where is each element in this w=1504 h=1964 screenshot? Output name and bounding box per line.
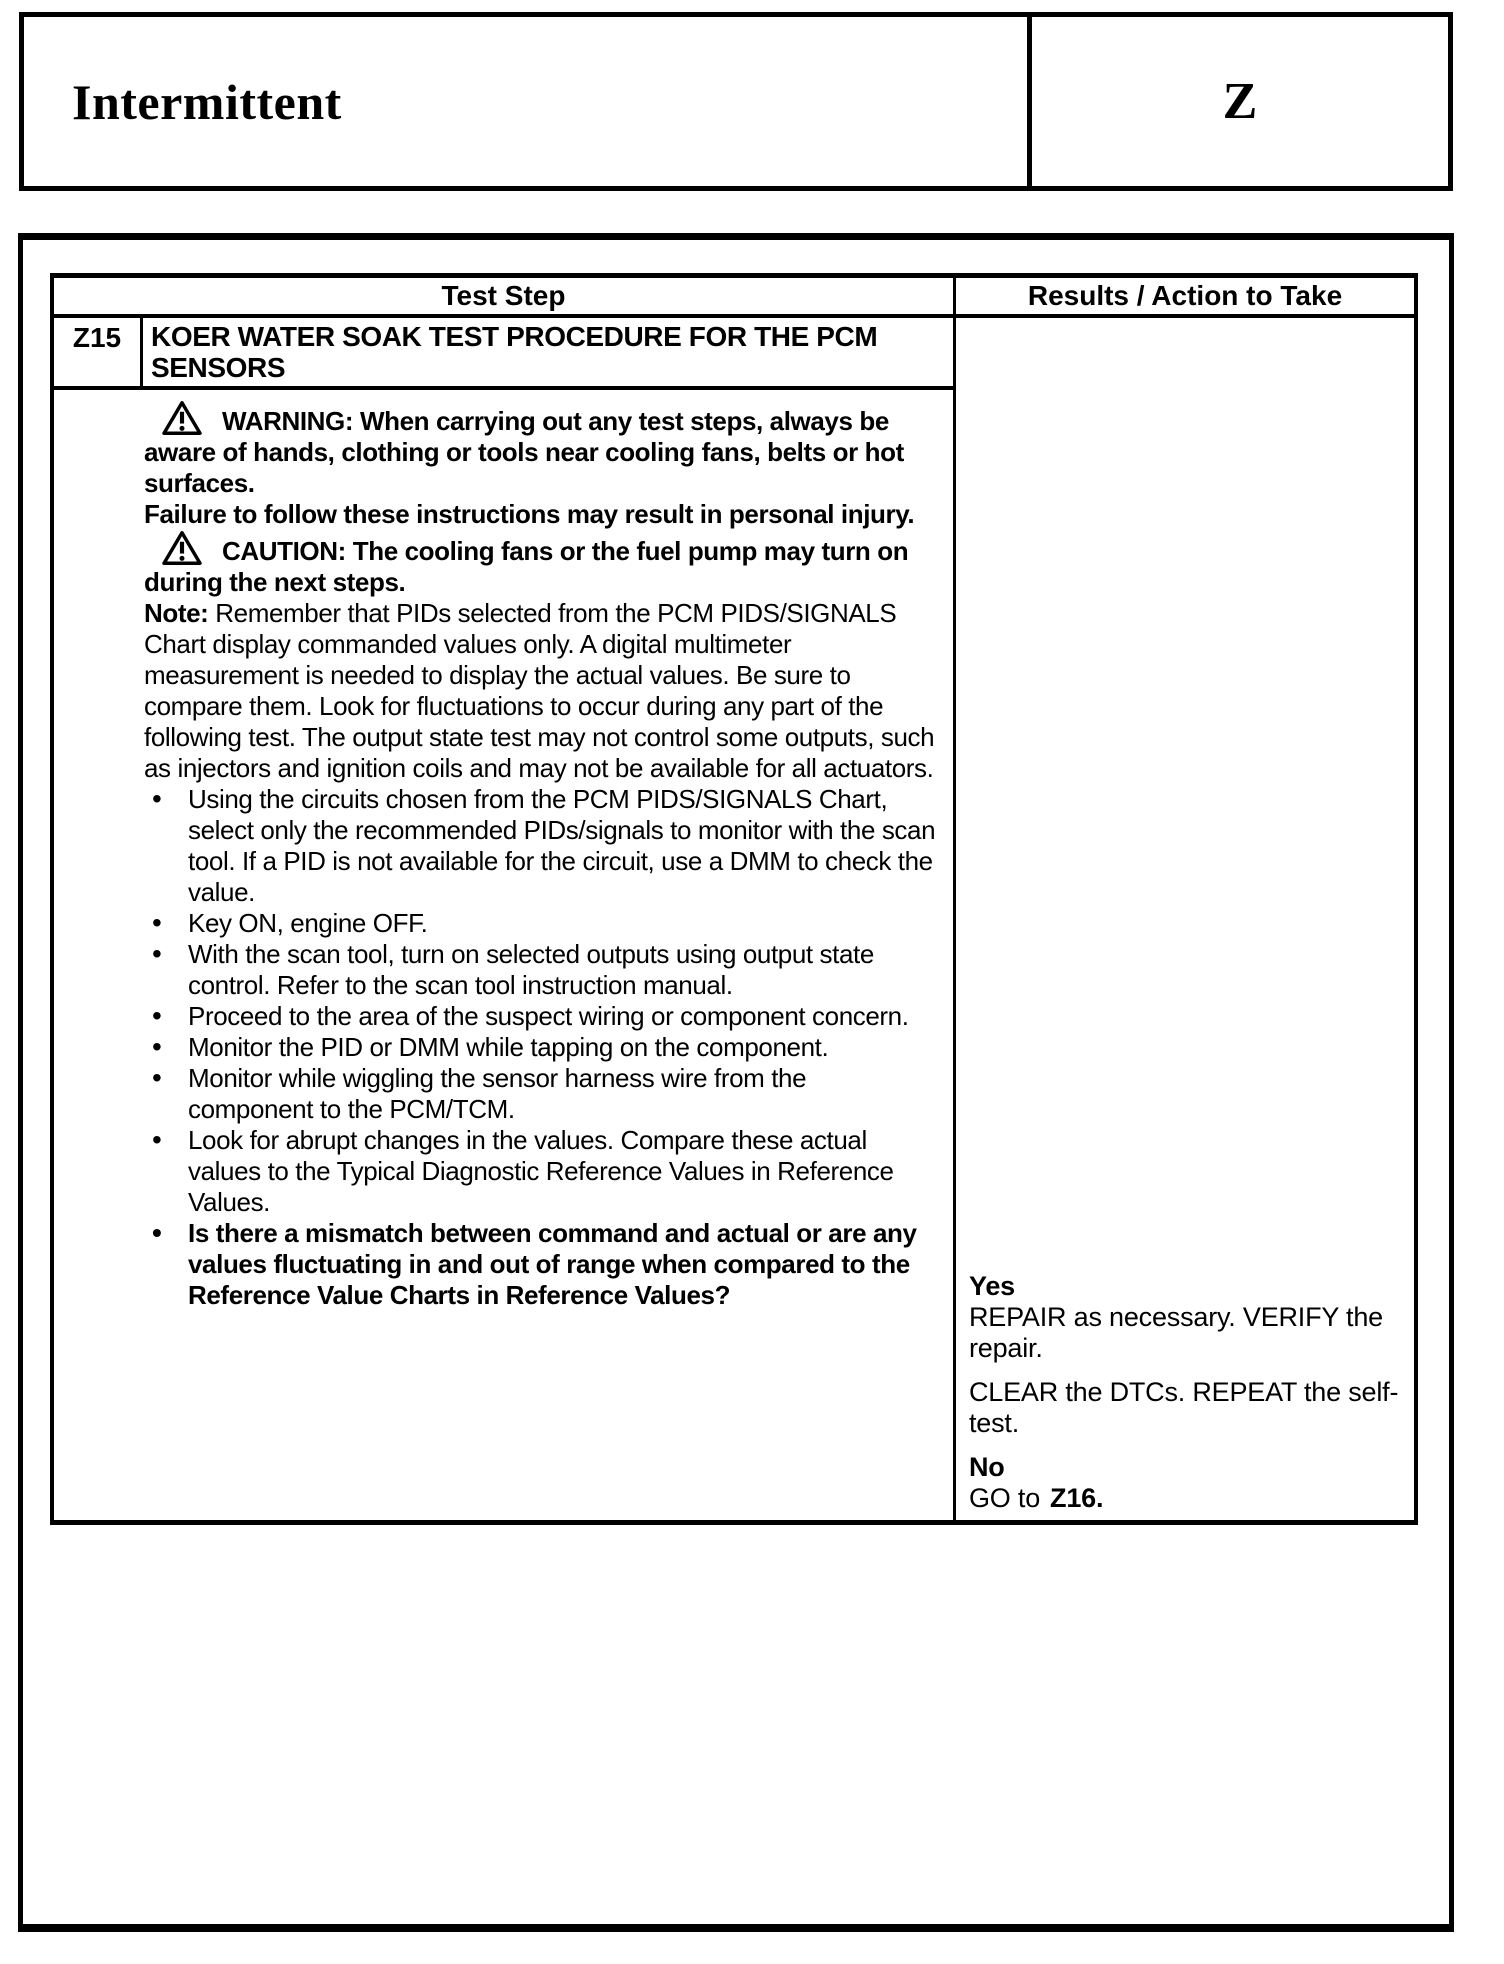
step-question: • Is there a mismatch between command and actual or are any values fluctuating in and out of range when compared to the Reference Value Charts in Reference Values? [144, 1218, 937, 1311]
note-text: Remember that PIDs selected from the PCM PIDS/SIGNALS Chart display commanded values only. A digital multimeter measurement is needed to display the actual values. Be sure to compare them. Look for fluctuations to occur during any part of the following test. The output state test may not control some outputs, such as injectors and ignition coils and may not be available for all actuators. [144, 598, 935, 783]
section-letter: Z [1222, 73, 1258, 130]
page-header [19, 12, 1453, 191]
procedure-step-item: • Using the circuits chosen from the PCM PIDS/SIGNALS Chart, select only the recommended PIDs/signals to monitor with the scan tool. If a PID is not available for the circuit, use a DMM to check the value. [144, 784, 937, 908]
step-title-row [54, 318, 953, 390]
procedure-steps-list [144, 784, 937, 1311]
step-title: KOER WATER SOAK TEST PROCEDURE FOR THE PCM SENSORS [140, 318, 953, 386]
yes-action-2: CLEAR the DTCs. REPEAT the self-test. [969, 1377, 1399, 1438]
caution-text: The cooling fans or the fuel pump may turn on during the next steps. [144, 536, 909, 597]
column-header-test-step: Test Step [441, 280, 566, 311]
procedure-step-item: • Key ON, engine OFF. [144, 908, 937, 939]
warning-paragraph [144, 400, 937, 499]
results-column [953, 318, 1414, 1520]
no-label: No [969, 1452, 1005, 1482]
page-title: Intermittent [72, 73, 342, 130]
caution-label: CAUTION: [222, 536, 346, 566]
table-header-row [54, 278, 1414, 318]
procedure-step-item: • With the scan tool, turn on selected outputs using output state control. Refer to the scan tool instruction manual. [144, 939, 937, 1001]
warning-label: WARNING: [222, 406, 354, 436]
warning-triangle-icon [160, 400, 204, 436]
step-instructions [54, 390, 953, 1520]
step-id: Z15 [72, 322, 122, 353]
no-action [969, 1483, 1406, 1514]
page-header-left-cell [24, 17, 1027, 186]
caution-paragraph [144, 530, 937, 598]
note-label: Note: [144, 598, 209, 628]
procedure-step-item: • Proceed to the area of the suspect wiring or component concern. [144, 1001, 937, 1032]
caution-triangle-icon [160, 530, 204, 566]
column-header-results: Results / Action to Take [953, 278, 1414, 314]
test-step-column [54, 318, 953, 1520]
page-header-right-cell [1027, 17, 1448, 186]
goto-step-target: Z16. [1050, 1483, 1104, 1513]
procedure-step-item: • Look for abrupt changes in the values. Compare these actual values to the Typical Diagnostic Reference Values in Reference Values. [144, 1125, 937, 1218]
yes-label: Yes [969, 1271, 1015, 1301]
warning-consequence: Failure to follow these instructions may result in personal injury. [144, 499, 915, 529]
note-paragraph [144, 598, 937, 784]
goto-prefix: GO to [969, 1483, 1041, 1513]
table-body-row [54, 318, 1414, 1520]
procedure-sheet [18, 233, 1454, 1932]
warning-text: When carrying out any test steps, always be aware of hands, clothing or tools near cooling fans, belts or hot surfaces. [144, 406, 904, 498]
test-step-table [50, 273, 1418, 1525]
procedure-step-item: • Monitor the PID or DMM while tapping on the component. [144, 1032, 937, 1063]
procedure-step-item: • Monitor while wiggling the sensor harness wire from the component to the PCM/TCM. [144, 1063, 937, 1125]
yes-action-1: REPAIR as necessary. VERIFY the repair. [969, 1302, 1383, 1363]
